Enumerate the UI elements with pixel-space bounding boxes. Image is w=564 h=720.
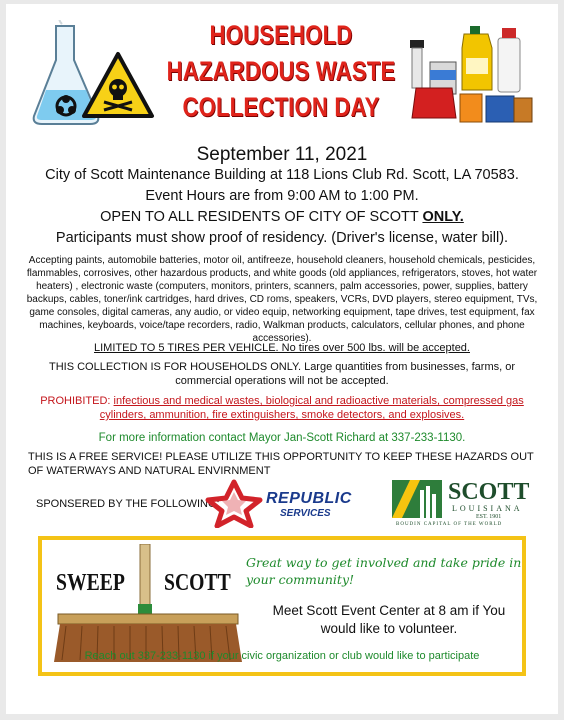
flyer-page [6,4,558,714]
prohibited-items [28,394,536,422]
accepted-items: Accepting paints, automobile batteries, motor oil, antifreeze, household cleaners, household chemicals, pesticides, flammables, corrosives, other hazardous products, and white goods (old appliances, refrigerators, stoves, hot water heaters) , electronic waste (computers, monitors, printers, scanners, palm accessories, power, supplies, battery backups, cables, toner/ink cartridges, hard drives, CD roms, speakers, VCRs, DVD players, stereo equipment, TVs, game consoles, digital cameras, any audio, or video equip, networking equipment, tape drives, test equipment, fax machines, keyboards, voice/tape recorders, radio, Walkman products, calculators, cellular phones, and phone accessories). [26,255,538,344]
title-line-1: HOUSEHOLD [209,20,353,50]
event-location: City of Scott Maintenance Building at 118 Lions Club Rd. Scott, LA 70583. [45,167,519,183]
sweep-word: SWEEP [56,570,125,596]
free-service-note: THIS IS A FREE SERVICE! PLEASE UTILIZE THIS OPPORTUNITY TO KEEP THESE HAZARDS OUT OF WATERWAYS AND NATURAL ENVIRNMENT [28,451,534,477]
republic-sub: SERVICES [280,508,331,519]
volunteer-meet: Meet Scott Event Center at 8 am if You would like to volunteer. [272,603,506,636]
event-open-to [6,209,558,225]
scott-state: LOUISIANA [452,504,523,513]
prohibited-label: PROHIBITED: [40,395,114,407]
scott-tagline: BOUDIN CAPITAL OF THE WORLD [396,522,503,527]
chemical-products-illustration [406,18,536,126]
tire-limit: LIMITED TO 5 TIRES PER VEHICLE. No tires over 500 lbs. will be accepted. [94,342,470,354]
sweep-tagline: Great way to get involved and take pride in your community! [246,555,522,587]
republic-services-logo-icon [204,478,264,528]
sponsors-label: SPONSERED BY THE FOLLOWING: [36,498,220,510]
prohibited-text: infectious and medical wastes, biological and radioactive materials, compressed gas cylinders, ammunition, fire extinguishers, smoke detectors, and explosives. [99,395,524,421]
event-date: September 11, 2021 [196,144,368,165]
event-proof: Participants must show proof of residency. (Driver's license, water bill). [55,230,509,246]
scott-name: SCOTT [448,479,530,505]
hazard-flask-illustration [28,20,158,130]
civic-reach-out: Reach out 337-233-1130 if your civic organization or club would like to participate [84,650,480,662]
republic-services-wordmark [266,490,352,519]
republic-name: REPUBLIC [266,490,352,507]
households-only: THIS COLLECTION IS FOR HOUSEHOLDS ONLY. Large quantities from businesses, farms, or commercial operations will not be accepted. [48,361,516,387]
title-line-3: COLLECTION DAY [182,92,380,122]
open-emphasis: ONLY. [422,209,464,225]
title-line-2: HAZARDOUS WASTE [166,56,396,86]
contact-info: For more information contact Mayor Jan-Scott Richard at 337-233-1130. [98,432,466,444]
event-hours: Event Hours are from 9:00 AM to 1:00 PM. [145,188,419,204]
open-prefix: OPEN TO ALL RESIDENTS OF CITY OF SCOTT [100,209,423,225]
scott-established: EST. 1901 [476,514,502,520]
scott-word: SCOTT [164,570,231,596]
skull-warning-icon [84,54,152,116]
scott-city-logo-icon [390,476,444,522]
